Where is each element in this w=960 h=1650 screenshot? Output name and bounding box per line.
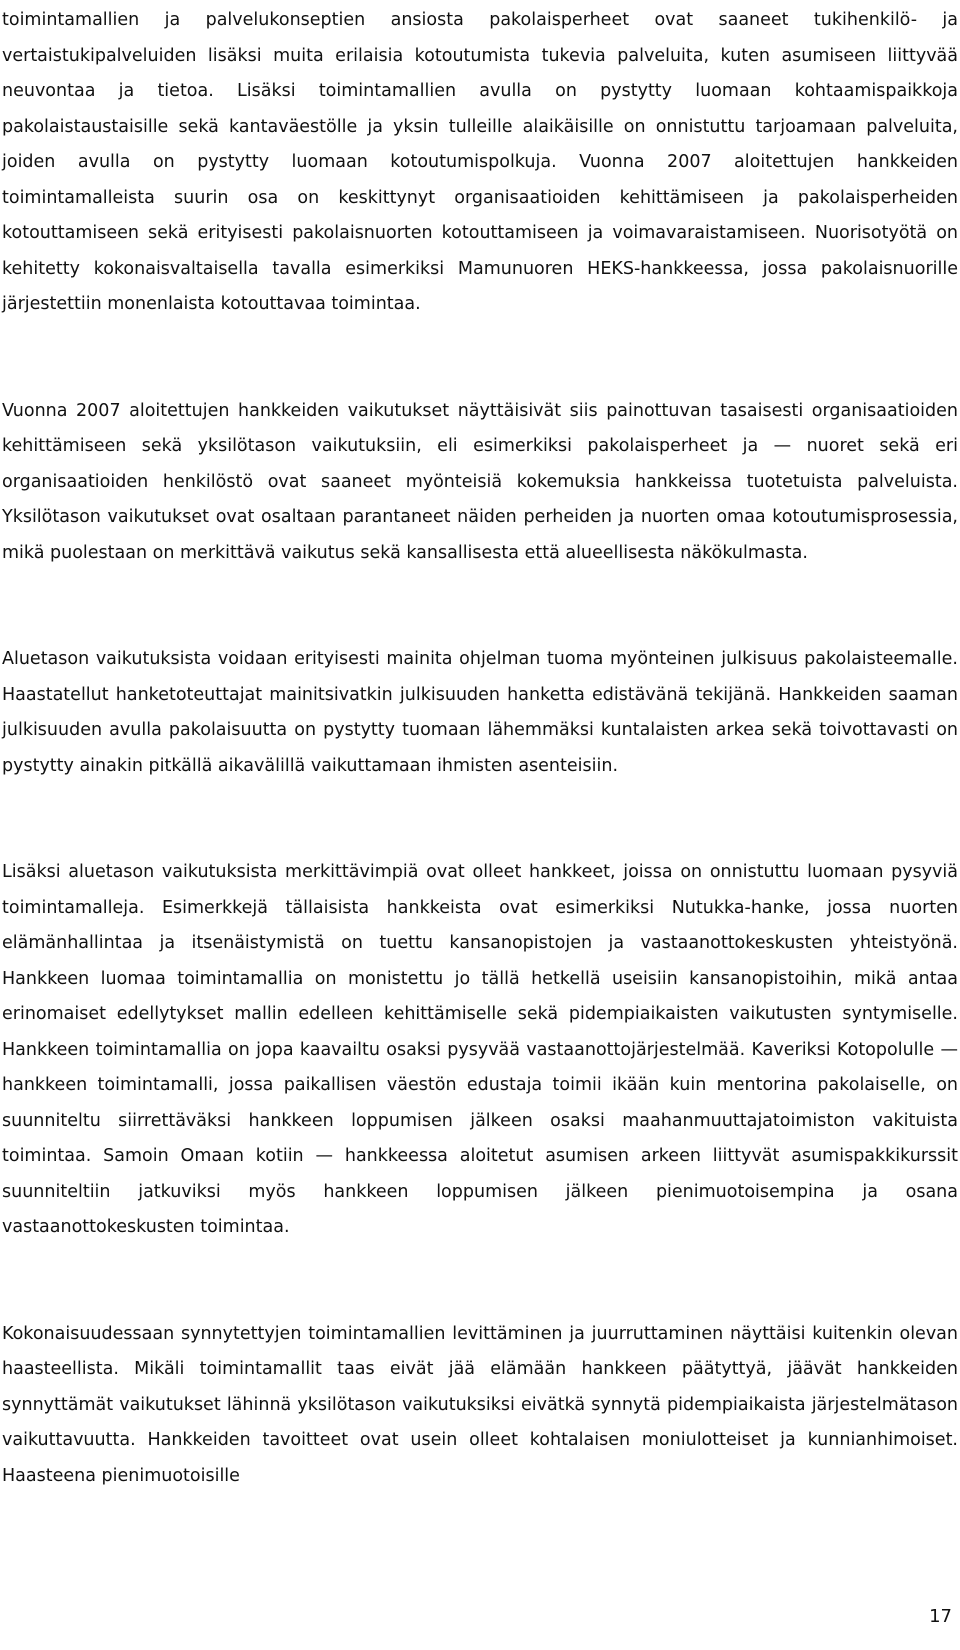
body-text <box>2 3 958 1494</box>
page-number: 17 <box>929 1606 952 1627</box>
paragraph-2: Vuonna 2007 aloitettujen hankkeiden vaikutukset näyttäisivät siis painottuvan tasaisesti organisaatioiden kehittämiseen sekä yksilötason vaikutuksiin, eli esimerkiksi pakolaisperheet ja — nuoret sekä eri organisaatioiden henkilöstö ovat saaneet myönteisiä kokemuksia hankkeissa tuotetuista palveluista. Yksilötason vaikutukset ovat osaltaan parantaneet näiden perheiden ja nuorten omaa kotoutumisprosessia, mikä puolestaan on merkittävä vaikutus sekä kansallisesta että alueellisesta näkökulmasta. <box>2 400 958 563</box>
paragraph-3: Aluetason vaikutuksista voidaan erityisesti mainita ohjelman tuoma myönteinen julkisuus pakolaisteemalle. Haastatellut hanketoteuttajat mainitsivatkin julkisuuden hanketta edistävänä tekijänä. Hankkeiden saaman julkisuuden avulla pakolaisuutta on pystytty tuomaan lähemmäksi kuntalaisten arkea sekä toivottavasti on pystytty ainakin pitkällä aikavälillä vaikuttamaan ihmisten asenteisiin. <box>2 649 958 776</box>
paragraph-5: Kokonaisuudessaan synnytettyjen toimintamallien levittäminen ja juurruttaminen näyttäisi kuitenkin olevan haasteellista. Mikäli toimintamallit taas eivät jää elämään hankkeen päätyttyä, jäävät hankkeiden synnyttämät vaikutukset lähinnä yksilötason vaikutuksiksi eivätkä synnytä pidempiaikaista järjestelmätason vaikuttavuutta. Hankkeiden tavoitteet ovat usein olleet kohtalaisen moniulotteiset ja kunnianhimoiset. Haasteena pienimuotoisille <box>2 1323 958 1486</box>
paragraph-4: Lisäksi aluetason vaikutuksista merkittävimpiä ovat olleet hankkeet, joissa on onnistuttu luomaan pysyviä toimintamalleja. Esimerkkejä tällaisista hankkeista ovat esimerkiksi Nutukka-hanke, jossa nuorten elämänhallintaa ja itsenäistymistä on tuettu kansanopistojen ja vastaanottokeskusten yhteistyönä. Hankkeen luomaa toimintamallia on monistettu jo tällä hetkellä useisiin kansanopistoihin, mikä antaa erinomaiset edellytykset mallin edelleen kehittämiselle sekä pidempiaikaisten vaikutusten syntymiselle. Hankkeen toimintamallia on jopa kaavailtu osaksi pysyvää vastaanottojärjestelmää. Kaveriksi Kotopolulle — hankkeen toimintamalli, jossa paikallisen väestön edustaja toimii ikään kuin mentorina pakolaiselle, on suunniteltu siirrettäväksi hankkeen loppumisen jälkeen osaksi maahanmuuttajatoimiston vakituista toimintaa. Samoin Omaan kotiin — hankkeessa aloitetut asumisen arkeen liittyvät asumispakkikurssit suunniteltiin jatkuviksi myös hankkeen loppumisen jälkeen pienimuotoisempina ja osana vastaanottokeskusten toimintaa. <box>2 862 958 1237</box>
paragraph-1: toimintamallien ja palvelukonseptien ansiosta pakolaisperheet ovat saaneet tukihenkilö- ja vertaistukipalveluiden lisäksi muita erilaisia kotoutumista tukevia palveluita, kuten asumiseen liittyvää neuvontaa ja tietoa. Lisäksi toimintamallien avulla on pystytty luomaan kohtaamispaikkoja pakolaistaustaisille sekä kantaväestölle ja yksin tulleille alaikäisille on onnistuttu tarjoamaan palveluita, joiden avulla on pystytty luomaan kotoutumispolkuja. Vuonna 2007 aloitettujen hankkeiden toimintamalleista suurin osa on keskittynyt organisaatioiden kehittämiseen ja pakolaisperheiden kotouttamiseen sekä erityisesti pakolaisnuorten kotouttamiseen ja voimavaraistamiseen. Nuorisotyötä on kehitetty kokonaisvaltaisella tavalla esimerkiksi Mamunuoren HEKS-hankkeessa, jossa pakolaisnuorille järjestettiin monenlaista kotouttavaa toimintaa. <box>2 10 958 314</box>
